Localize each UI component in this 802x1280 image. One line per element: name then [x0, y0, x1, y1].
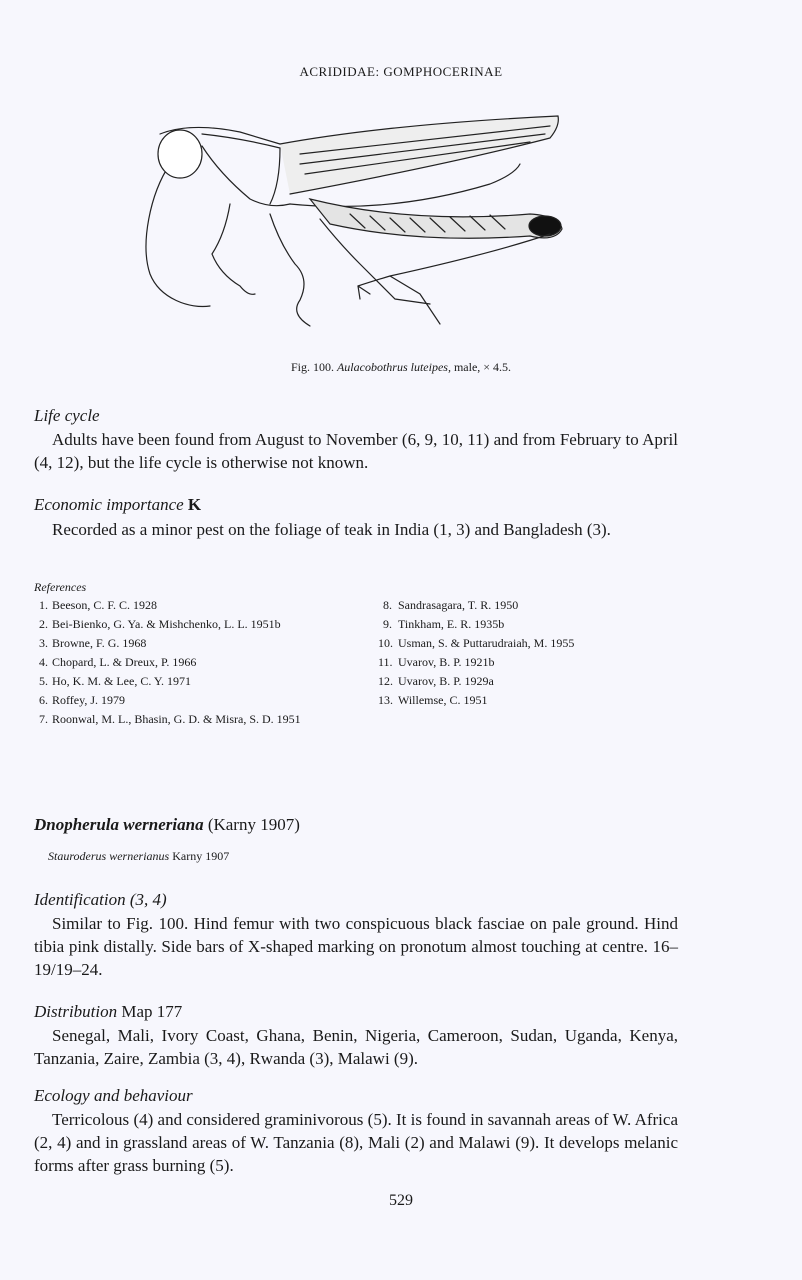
reference-item: 5. Ho, K. M. & Lee, C. Y. 1971: [39, 674, 191, 688]
life-cycle-heading: Life cycle: [34, 406, 100, 425]
life-cycle-text: Adults have been found from August to November (6, 9, 10, 11) and from February to April (4, 12), but the life cycle is otherwise not known.: [34, 430, 678, 472]
synonym-name: Stauroderus wernerianus: [48, 849, 170, 863]
distribution-heading: [34, 1002, 182, 1022]
reference-item: 1. Beeson, C. F. C. 1928: [39, 598, 158, 612]
reference-item: 9. Tinkham, E. R. 1935b: [383, 617, 505, 631]
caption-suffix: male, × 4.5.: [453, 360, 512, 374]
references-right: [378, 596, 678, 710]
distribution-text: Senegal, Mali, Ivory Coast, Ghana, Benin, Nigeria, Cameroon, Sudan, Uganda, Kenya, Tanzania, Zaire, Zambia (3, 4), Rwanda (3), Malawi (9).: [34, 1026, 678, 1068]
running-head: ACRIDIDAE: GOMPHOCERINAE: [299, 64, 503, 79]
reference-item: 3. Browne, F. G. 1968: [39, 636, 147, 650]
species-name: Dnopherula werneriana: [34, 815, 204, 834]
economic-mark: K: [187, 495, 202, 514]
synonym-author: Karny 1907: [172, 849, 230, 863]
economic-heading: [34, 495, 201, 515]
species-title: [34, 815, 300, 835]
identification-heading: [34, 890, 167, 910]
species-author: (Karny 1907): [207, 815, 300, 834]
references-left: [34, 596, 346, 729]
reference-item: 11. Uvarov, B. P. 1921b: [378, 655, 495, 669]
caption-prefix: Fig. 100.: [290, 360, 334, 374]
species-synonym: [48, 849, 229, 864]
reference-item: 8. Sandrasagara, T. R. 1950: [383, 598, 519, 612]
references-title: References: [34, 580, 87, 594]
reference-item: 6. Roffey, J. 1979: [39, 693, 125, 707]
figure-caption: [0, 360, 802, 375]
caption-species: Aulacobothrus luteipes,: [336, 360, 451, 374]
reference-item: 7. Roonwal, M. L., Bhasin, G. D. & Misra, S. D. 1951: [39, 712, 301, 726]
reference-item: 10. Usman, S. & Puttarudraiah, M. 1955: [378, 636, 575, 650]
distribution-map: Map 177: [121, 1002, 183, 1021]
grasshopper-illustration: [130, 104, 570, 344]
distribution-heading-label: Distribution: [34, 1002, 118, 1021]
identification-heading-label: Identification: [34, 890, 126, 909]
page-number: 529: [389, 1192, 413, 1209]
ecology-text: Terricolous (4) and considered graminivorous (5). It is found in savannah areas of W. Africa (2, 4) and in grassland areas of W. Tanzania (8), Mali (2) and Malawi (9). It develops melanic forms after grass burning (5).: [34, 1110, 678, 1175]
identification-text: Similar to Fig. 100. Hind femur with two conspicuous black fasciae on pale ground. Hind tibia pink distally. Side bars of X-shaped marking on pronotum almost touching at centre. 16–19/19–24.: [34, 914, 678, 979]
reference-item: 12. Uvarov, B. P. 1929a: [378, 674, 494, 688]
economic-text: Recorded as a minor pest on the foliage of teak in India (1, 3) and Bangladesh (3).: [52, 520, 611, 539]
reference-item: 4. Chopard, L. & Dreux, P. 1966: [39, 655, 197, 669]
ecology-heading: Ecology and behaviour: [34, 1086, 193, 1105]
identification-refs: (3, 4): [129, 890, 167, 909]
economic-heading-label: Economic importance: [34, 495, 184, 514]
reference-item: 13. Willemse, C. 1951: [378, 693, 488, 707]
reference-item: 2. Bei-Bienko, G. Ya. & Mishchenko, L. L. 1951b: [39, 617, 281, 631]
